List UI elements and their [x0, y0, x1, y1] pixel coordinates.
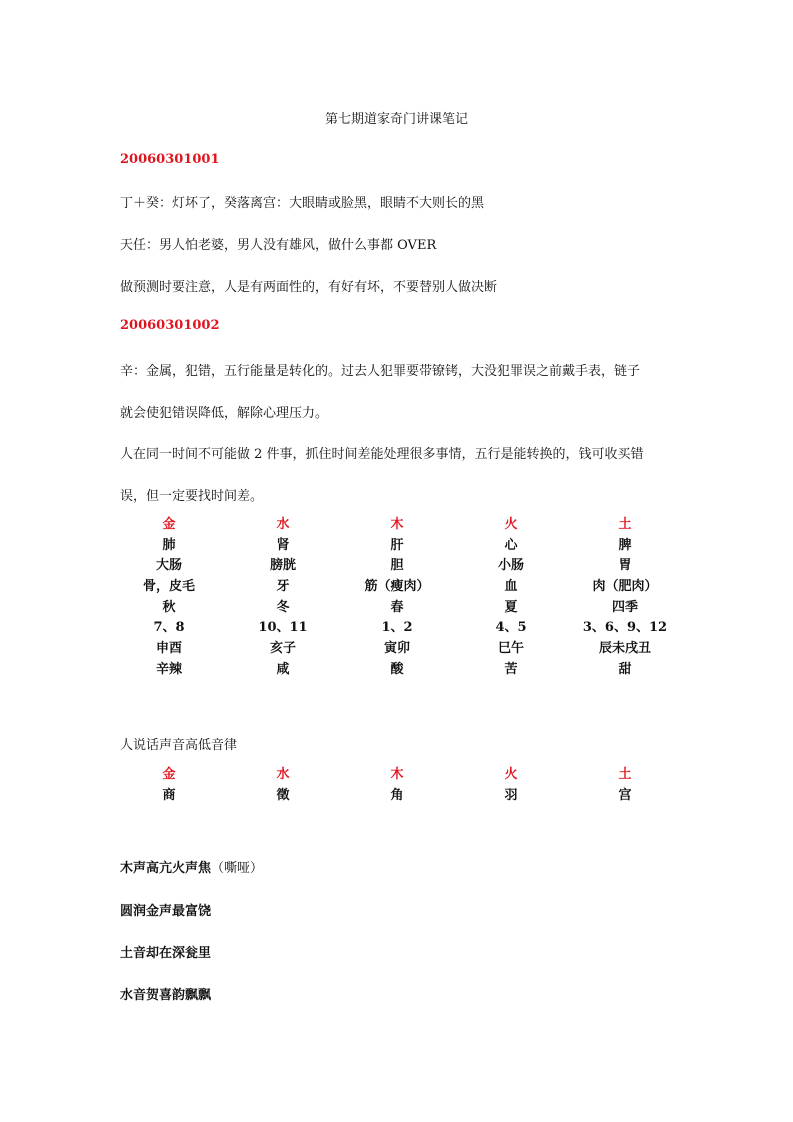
- table-cell: 胆: [390, 558, 404, 574]
- table-cell: 角: [390, 787, 404, 803]
- paragraph-2-2: 就会使犯错误降低，解除心理压力。: [120, 406, 329, 421]
- table-cell: 酸: [390, 661, 404, 677]
- verse-line-1-note: （嘶哑）: [211, 861, 264, 876]
- header-cell-fire: 火: [504, 766, 518, 782]
- table-row: [112, 636, 682, 657]
- header-cell-wood: 木: [390, 766, 404, 782]
- paragraph-1-2: 天任：男人怕老婆，男人没有雄风，做什么事都 OVER: [120, 238, 437, 253]
- table-cell: 宫: [618, 787, 632, 803]
- section-code-2: 20060301002: [120, 318, 220, 333]
- table-cell: 筋（瘦肉）: [364, 578, 430, 594]
- table-cell: 羽: [504, 787, 518, 803]
- table-cell: 血: [504, 578, 518, 594]
- header-cell-water: 水: [276, 766, 290, 782]
- document-title: 第七期道家奇门讲课笔记: [324, 112, 468, 127]
- table-row: [112, 553, 682, 574]
- table-cell: 骨，皮毛: [142, 578, 195, 594]
- table-cell: 牙: [276, 578, 290, 594]
- table-row: [112, 574, 682, 595]
- table-cell: 辰未戌丑: [598, 640, 651, 656]
- table-cell: 寅卯: [383, 640, 410, 656]
- section-code-1: 20060301001: [120, 152, 220, 167]
- paragraph-2-3: 人在同一时间不可能做 2 件事，抓住时间差能处理很多事情，五行是能转换的，钱可收买错: [120, 447, 644, 462]
- verse-line-1-text: 木声高亢火声焦: [120, 861, 212, 876]
- verse-line-1: [120, 857, 680, 876]
- paragraph-2-4: 误，但一定要找时间差。: [120, 489, 264, 504]
- table-row: [112, 533, 682, 554]
- table-cell: 1、2: [381, 620, 413, 636]
- table-cell: 膀胱: [269, 558, 296, 574]
- table-cell: 心: [504, 537, 518, 553]
- header-cell-metal: 金: [162, 766, 176, 782]
- header-cell-earth: 土: [618, 516, 632, 532]
- table-cell: 大肠: [155, 558, 182, 574]
- table-cell: 小肠: [497, 558, 524, 574]
- table-cell: 肺: [162, 537, 176, 553]
- table-cell: 7、8: [153, 620, 185, 636]
- table-cell: 肝: [390, 537, 404, 553]
- table-cell: 辛辣: [155, 661, 182, 677]
- table-cell: 甜: [618, 661, 632, 677]
- header-cell-earth: 土: [618, 766, 632, 782]
- verse-line-4: 水音贺喜韵飘飘: [120, 988, 212, 1003]
- table-cell: 秋: [162, 599, 176, 615]
- table-cell: 脾: [618, 537, 632, 553]
- table-cell: 4、5: [495, 620, 527, 636]
- table-row: [112, 615, 682, 636]
- table-cell: 亥子: [269, 640, 296, 656]
- paragraph-1-3: 做预测时要注意，人是有两面性的，有好有坏，不要替别人做决断: [120, 280, 498, 295]
- verse-line-3: 土音却在深瓮里: [120, 946, 212, 961]
- verse-line-2: 圆润金声最富饶: [120, 904, 212, 919]
- table-cell: 肉（肥肉）: [592, 578, 658, 594]
- table-cell: 咸: [276, 661, 290, 677]
- five-elements-table: [112, 512, 682, 678]
- table-cell: 商: [162, 787, 176, 803]
- table-cell: 苦: [504, 661, 518, 677]
- table-cell: 春: [390, 599, 404, 615]
- sound-table: [112, 762, 682, 803]
- table-cell: 3、6、9、12: [582, 620, 668, 636]
- header-cell-wood: 木: [390, 516, 404, 532]
- paragraph-2-1: 辛：金属，犯错，五行能量是转化的。过去人犯罪要带镣铐，大没犯罪误之前戴手表，链子: [120, 364, 641, 379]
- header-cell-water: 水: [276, 516, 290, 532]
- paragraph-1-1: 丁＋癸：灯坏了，癸落离宫：大眼睛或脸黑，眼睛不大则长的黑: [120, 196, 485, 211]
- table-cell: 徵: [276, 787, 290, 803]
- table-cell: 申酉: [155, 640, 182, 656]
- table-cell: 四季: [611, 599, 638, 615]
- table-cell: 胃: [618, 558, 632, 574]
- table-row: [112, 595, 682, 616]
- table-cell: 肾: [276, 537, 290, 553]
- table-cell: 冬: [276, 599, 290, 615]
- table-header-row: [112, 512, 682, 533]
- table-row: [112, 657, 682, 678]
- table-cell: 巳午: [497, 640, 524, 656]
- table-cell: 夏: [504, 599, 518, 615]
- table-row: [112, 783, 682, 804]
- header-cell-fire: 火: [504, 516, 518, 532]
- table-header-row: [112, 762, 682, 783]
- sound-heading: 人说话声音高低音律: [120, 738, 238, 753]
- table-cell: 10、11: [258, 620, 308, 636]
- header-cell-metal: 金: [162, 516, 176, 532]
